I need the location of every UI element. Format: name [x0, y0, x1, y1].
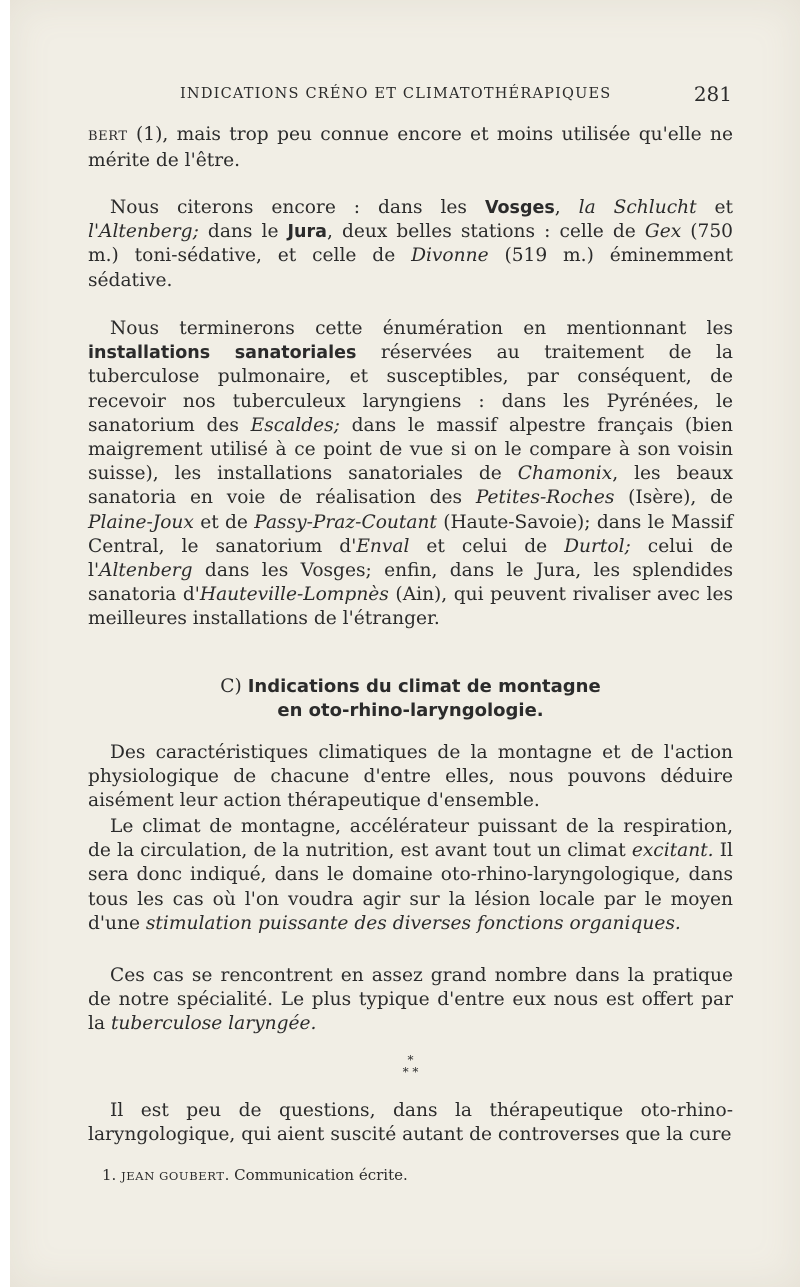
text-span: celui de l'	[88, 535, 733, 582]
italic-term: Durtol;	[564, 535, 631, 557]
italic-term: Hauteville-Lompnès	[199, 584, 389, 606]
text-span: dans le	[198, 221, 288, 243]
italic-term: Passy-Praz-Coutant	[254, 511, 437, 533]
paragraph-sanatoria	[88, 317, 733, 632]
italic-term: Divonne	[411, 245, 489, 267]
text-span: (519 m.) éminemment sédative.	[88, 245, 733, 291]
bold-term: Vosges	[484, 198, 555, 218]
text-span: et celui de	[409, 535, 565, 557]
text-span: ,	[554, 197, 579, 218]
italic-term: Enval	[356, 535, 410, 557]
bold-term: Jura	[287, 222, 327, 243]
paragraph-vosges-jura	[88, 196, 733, 293]
heading-line-2: en oto-rhino-laryngologie.	[277, 700, 544, 722]
italic-term: Chamonix	[517, 463, 613, 485]
footnote	[102, 1166, 408, 1184]
section-separator-asterism	[88, 1054, 733, 1078]
page-header	[180, 82, 732, 112]
italic-term: Escaldes;	[250, 414, 340, 436]
italic-term: Petites-Roches	[475, 487, 615, 509]
asterism-top: *	[407, 1053, 414, 1067]
text-span: , les beaux sanatoria en voie de réalisation des	[88, 463, 733, 509]
paragraph-climate	[88, 815, 733, 936]
section-heading	[88, 675, 733, 723]
text-span: dans le massif alpestre français (bien maigrement utilisé à ce point de vue si on le compare à son voisin suisse), les installations sanatoriales de	[88, 414, 733, 485]
text-span: (Isère), de	[614, 487, 733, 509]
heading-line-1: Indications du climat de montagne	[247, 676, 601, 697]
text-span: Ces cas se rencontrent en assez grand nombre dans la pratique de notre spécialité. Le plus typique d'entre eux nous est offert par la	[88, 965, 733, 1035]
italic-term: tuberculose laryngée.	[110, 1013, 317, 1035]
page-number: 281	[693, 82, 732, 106]
italic-term: Plaine-Joux	[88, 511, 194, 533]
text-span: (1), mais trop peu connue encore et moins utilisée qu'elle ne mérite de l'être.	[88, 124, 733, 172]
text-span: (Ain), qui peuvent rivaliser avec les meilleures installations de l'étranger.	[88, 584, 733, 630]
footnote-author: JEAN GOUBERT	[121, 1169, 225, 1183]
italic-term: Gex	[644, 221, 682, 243]
text-span: et	[696, 197, 733, 218]
book-page	[10, 0, 800, 1287]
text-span: réservées au traitement de la tuberculose pulmonaire, et susceptibles, par conséquent, de recevoir nos tuberculeux laryngiens : dans les Pyrénées, le sanatorium des	[88, 342, 734, 436]
text-span: (Haute-Savoie); dans le Massif Central, le sanatorium d'	[88, 511, 733, 557]
bold-term: installations sanatoriales	[88, 343, 357, 364]
paragraph-characteristics: Des caractéristiques climatiques de la montagne et de l'action physiologique de chacune d'entre elles, nous pouvons déduire aisément leur action thérapeutique d'ensemble.	[88, 742, 733, 812]
small-caps-author: BERT	[88, 129, 128, 144]
text-span: Nous terminerons cette énumération en mentionnant les	[110, 318, 733, 339]
text-span: et de	[193, 511, 255, 533]
text-span: , deux belles stations : celle de	[326, 221, 645, 243]
italic-term: l'Altenberg;	[88, 221, 199, 243]
paragraph-cases	[88, 964, 733, 1037]
italic-term: la Schlucht	[578, 197, 697, 218]
asterism-bottom: * *	[402, 1065, 419, 1079]
text-span: Il sera donc indiqué, dans le domaine oto-rhino-laryngologique, dans tous les cas où l'on voudra agir sur la lésion locale par le moyen d'une	[88, 840, 733, 934]
italic-term: stimulation puissante des diverses fonctions organiques.	[145, 912, 681, 934]
heading-prefix: C)	[220, 676, 248, 697]
paragraph-continuation	[88, 123, 733, 173]
footnote-text: . Communication écrite.	[224, 1166, 408, 1184]
italic-term: Altenberg	[99, 560, 193, 582]
running-title: INDICATIONS CRÉNO ET CLIMATOTHÉRAPIQUES	[180, 86, 612, 102]
italic-term: excitant.	[631, 840, 714, 862]
text-span: dans les Vosges; enfin, dans le Jura, les splendides sanatoria d'	[88, 560, 733, 606]
text-span: (750 m.) toni-sédative, et celle de	[88, 221, 734, 267]
text-span: Nous citerons encore : dans les	[110, 197, 485, 218]
footnote-number: 1.	[102, 1166, 122, 1184]
paragraph-controversies: Il est peu de questions, dans la thérapeutique oto-rhino-laryngologique, qui aient suscité autant de controverses que la cure	[88, 1100, 733, 1146]
text-span: Le climat de montagne, accélérateur puissant de la respiration, de la circulation, de la nutrition, est avant tout un climat	[88, 816, 733, 862]
